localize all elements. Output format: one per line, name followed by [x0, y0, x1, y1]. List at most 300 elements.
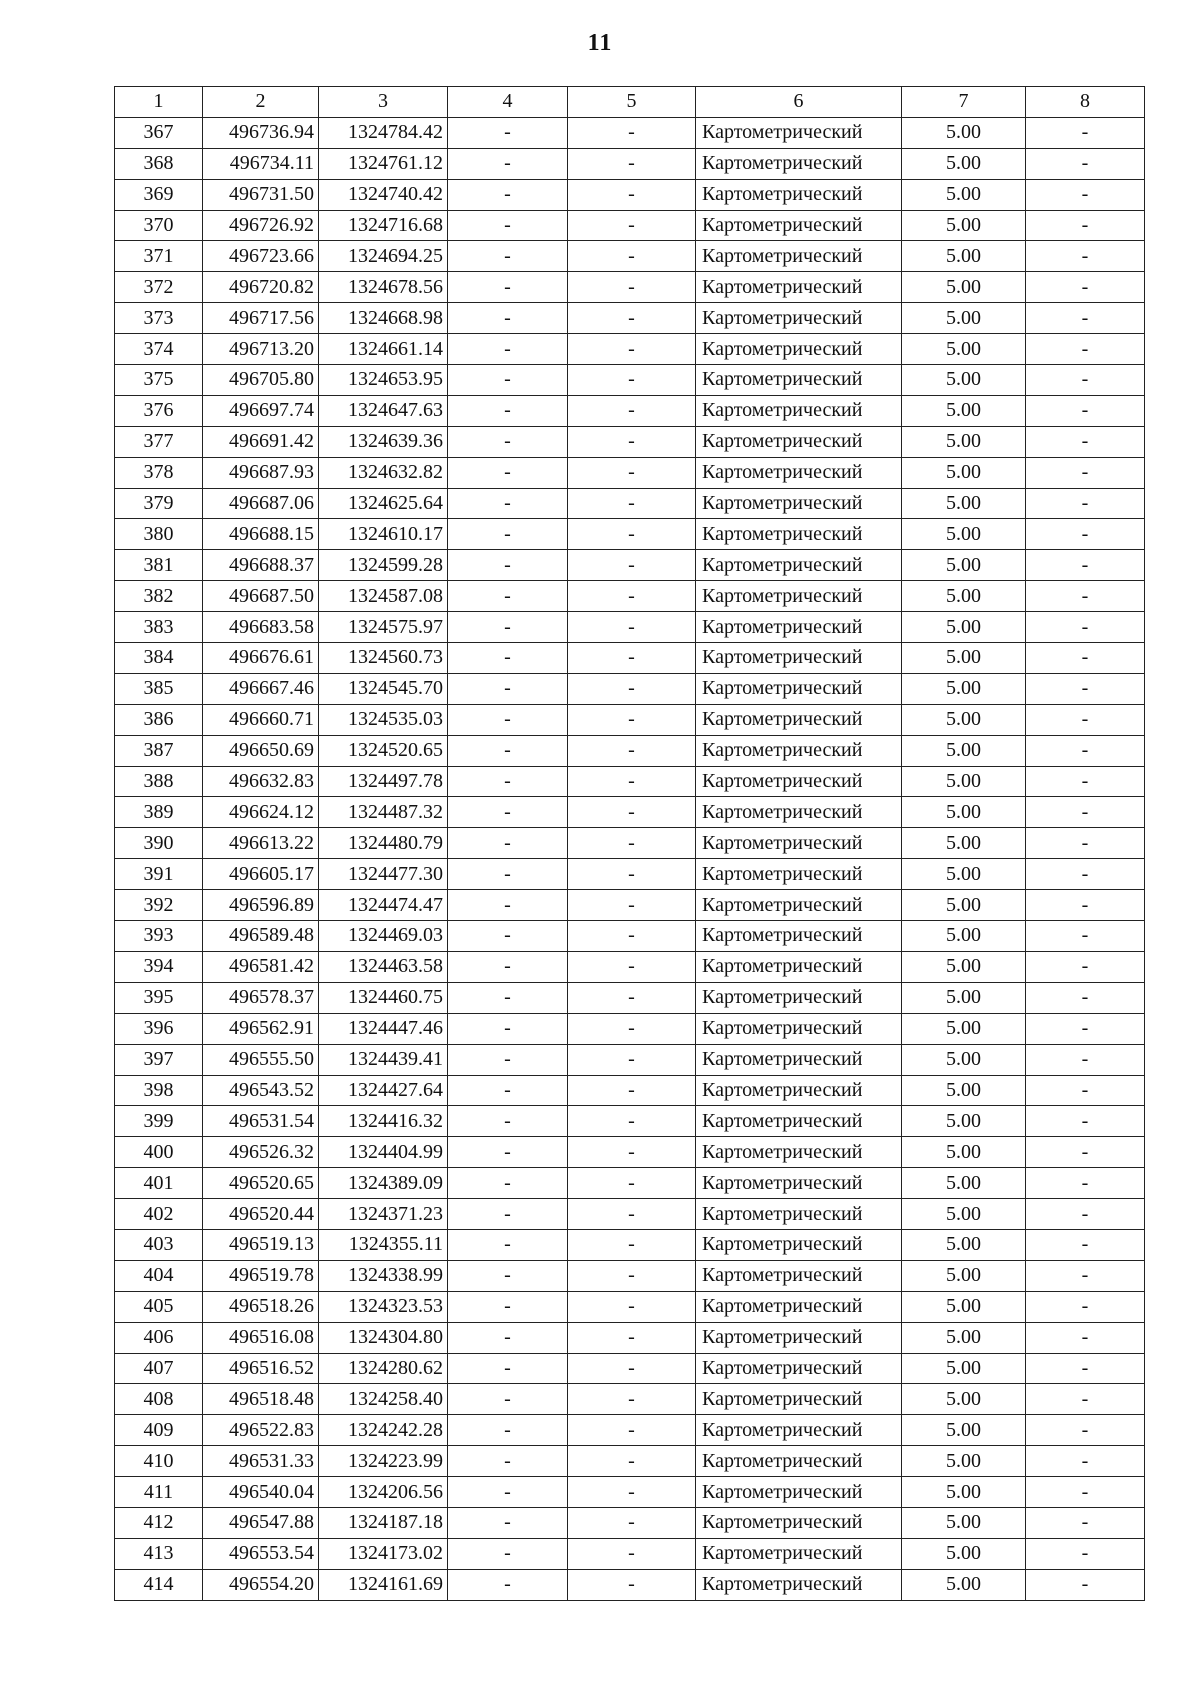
point-number-cell: 408: [115, 1384, 203, 1415]
col-4-value-cell: -: [448, 1260, 568, 1291]
y-coordinate-cell: 1324740.42: [319, 179, 448, 210]
col-4-value-cell: -: [448, 334, 568, 365]
col-5-value-cell: -: [568, 612, 696, 643]
column-header-1: 1: [115, 87, 203, 118]
x-coordinate-cell: 496526.32: [203, 1137, 319, 1168]
col-5-value-cell: -: [568, 334, 696, 365]
method-cell: Картометрический: [696, 210, 902, 241]
point-number-cell: 394: [115, 951, 203, 982]
accuracy-cell: 5.00: [902, 735, 1026, 766]
x-coordinate-cell: 496723.66: [203, 241, 319, 272]
col-5-value-cell: -: [568, 643, 696, 674]
col-8-value-cell: -: [1026, 1013, 1145, 1044]
col-8-value-cell: -: [1026, 735, 1145, 766]
col-5-value-cell: -: [568, 117, 696, 148]
x-coordinate-cell: 496531.33: [203, 1446, 319, 1477]
column-header-4: 4: [448, 87, 568, 118]
col-8-value-cell: -: [1026, 334, 1145, 365]
accuracy-cell: 5.00: [902, 148, 1026, 179]
method-cell: Картометрический: [696, 1013, 902, 1044]
accuracy-cell: 5.00: [902, 1538, 1026, 1569]
y-coordinate-cell: 1324678.56: [319, 272, 448, 303]
col-4-value-cell: -: [448, 1446, 568, 1477]
col-5-value-cell: -: [568, 673, 696, 704]
table-row: [115, 210, 1145, 241]
col-8-value-cell: -: [1026, 426, 1145, 457]
col-5-value-cell: -: [568, 303, 696, 334]
point-number-cell: 386: [115, 704, 203, 735]
point-number-cell: 367: [115, 117, 203, 148]
table-row: [115, 735, 1145, 766]
col-8-value-cell: -: [1026, 519, 1145, 550]
method-cell: Картометрический: [696, 303, 902, 334]
y-coordinate-cell: 1324610.17: [319, 519, 448, 550]
table-row: [115, 1446, 1145, 1477]
point-number-cell: 382: [115, 581, 203, 612]
accuracy-cell: 5.00: [902, 179, 1026, 210]
table-row: [115, 148, 1145, 179]
y-coordinate-cell: 1324632.82: [319, 457, 448, 488]
table-row: [115, 395, 1145, 426]
y-coordinate-cell: 1324161.69: [319, 1569, 448, 1600]
method-cell: Картометрический: [696, 395, 902, 426]
point-number-cell: 401: [115, 1168, 203, 1199]
method-cell: Картометрический: [696, 241, 902, 272]
col-5-value-cell: -: [568, 735, 696, 766]
accuracy-cell: 5.00: [902, 241, 1026, 272]
point-number-cell: 381: [115, 550, 203, 581]
accuracy-cell: 5.00: [902, 797, 1026, 828]
accuracy-cell: 5.00: [902, 982, 1026, 1013]
col-4-value-cell: -: [448, 488, 568, 519]
x-coordinate-cell: 496516.52: [203, 1353, 319, 1384]
col-5-value-cell: -: [568, 1075, 696, 1106]
x-coordinate-cell: 496531.54: [203, 1106, 319, 1137]
col-8-value-cell: -: [1026, 643, 1145, 674]
method-cell: Картометрический: [696, 1353, 902, 1384]
table-row: [115, 519, 1145, 550]
col-5-value-cell: -: [568, 581, 696, 612]
method-cell: Картометрический: [696, 1106, 902, 1137]
col-8-value-cell: -: [1026, 457, 1145, 488]
y-coordinate-cell: 1324716.68: [319, 210, 448, 241]
col-8-value-cell: -: [1026, 488, 1145, 519]
x-coordinate-cell: 496697.74: [203, 395, 319, 426]
accuracy-cell: 5.00: [902, 1137, 1026, 1168]
col-8-value-cell: -: [1026, 1353, 1145, 1384]
col-8-value-cell: -: [1026, 365, 1145, 396]
table-row: [115, 1384, 1145, 1415]
x-coordinate-cell: 496518.48: [203, 1384, 319, 1415]
method-cell: Картометрический: [696, 334, 902, 365]
y-coordinate-cell: 1324575.97: [319, 612, 448, 643]
point-number-cell: 409: [115, 1415, 203, 1446]
col-5-value-cell: -: [568, 982, 696, 1013]
accuracy-cell: 5.00: [902, 1291, 1026, 1322]
col-5-value-cell: -: [568, 179, 696, 210]
y-coordinate-cell: 1324784.42: [319, 117, 448, 148]
x-coordinate-cell: 496687.50: [203, 581, 319, 612]
col-5-value-cell: -: [568, 951, 696, 982]
col-8-value-cell: -: [1026, 828, 1145, 859]
point-number-cell: 369: [115, 179, 203, 210]
table-row: [115, 951, 1145, 982]
accuracy-cell: 5.00: [902, 1013, 1026, 1044]
method-cell: Картометрический: [696, 1477, 902, 1508]
col-5-value-cell: -: [568, 1199, 696, 1230]
col-4-value-cell: -: [448, 1507, 568, 1538]
col-4-value-cell: -: [448, 1168, 568, 1199]
y-coordinate-cell: 1324242.28: [319, 1415, 448, 1446]
col-5-value-cell: -: [568, 1013, 696, 1044]
table-row: [115, 550, 1145, 581]
col-8-value-cell: -: [1026, 1044, 1145, 1075]
x-coordinate-cell: 496667.46: [203, 673, 319, 704]
accuracy-cell: 5.00: [902, 1229, 1026, 1260]
col-5-value-cell: -: [568, 1415, 696, 1446]
method-cell: Картометрический: [696, 1075, 902, 1106]
x-coordinate-cell: 496520.44: [203, 1199, 319, 1230]
table-body: [115, 117, 1145, 1600]
table-row: [115, 1137, 1145, 1168]
col-5-value-cell: -: [568, 210, 696, 241]
point-number-cell: 384: [115, 643, 203, 674]
accuracy-cell: 5.00: [902, 550, 1026, 581]
table-row: [115, 1168, 1145, 1199]
x-coordinate-cell: 496519.78: [203, 1260, 319, 1291]
table-row: [115, 766, 1145, 797]
col-5-value-cell: -: [568, 395, 696, 426]
x-coordinate-cell: 496687.93: [203, 457, 319, 488]
y-coordinate-cell: 1324304.80: [319, 1322, 448, 1353]
x-coordinate-cell: 496578.37: [203, 982, 319, 1013]
x-coordinate-cell: 496736.94: [203, 117, 319, 148]
col-4-value-cell: -: [448, 1075, 568, 1106]
point-number-cell: 388: [115, 766, 203, 797]
col-4-value-cell: -: [448, 1106, 568, 1137]
accuracy-cell: 5.00: [902, 1322, 1026, 1353]
col-5-value-cell: -: [568, 859, 696, 890]
col-8-value-cell: -: [1026, 1446, 1145, 1477]
point-number-cell: 399: [115, 1106, 203, 1137]
table-row: [115, 704, 1145, 735]
method-cell: Картометрический: [696, 179, 902, 210]
col-8-value-cell: -: [1026, 766, 1145, 797]
table-row: [115, 673, 1145, 704]
y-coordinate-cell: 1324474.47: [319, 890, 448, 921]
x-coordinate-cell: 496726.92: [203, 210, 319, 241]
col-5-value-cell: -: [568, 1260, 696, 1291]
table-row: [115, 921, 1145, 952]
col-5-value-cell: -: [568, 550, 696, 581]
method-cell: Картометрический: [696, 1569, 902, 1600]
table-row: [115, 241, 1145, 272]
method-cell: Картометрический: [696, 766, 902, 797]
method-cell: Картометрический: [696, 1260, 902, 1291]
accuracy-cell: 5.00: [902, 951, 1026, 982]
accuracy-cell: 5.00: [902, 1507, 1026, 1538]
col-8-value-cell: -: [1026, 272, 1145, 303]
col-5-value-cell: -: [568, 828, 696, 859]
col-4-value-cell: -: [448, 1291, 568, 1322]
x-coordinate-cell: 496605.17: [203, 859, 319, 890]
point-number-cell: 374: [115, 334, 203, 365]
accuracy-cell: 5.00: [902, 488, 1026, 519]
col-5-value-cell: -: [568, 1507, 696, 1538]
point-number-cell: 380: [115, 519, 203, 550]
method-cell: Картометрический: [696, 1168, 902, 1199]
col-5-value-cell: -: [568, 797, 696, 828]
col-5-value-cell: -: [568, 519, 696, 550]
y-coordinate-cell: 1324338.99: [319, 1260, 448, 1291]
table-header: [115, 87, 1145, 118]
y-coordinate-cell: 1324668.98: [319, 303, 448, 334]
col-4-value-cell: -: [448, 1538, 568, 1569]
x-coordinate-cell: 496687.06: [203, 488, 319, 519]
col-4-value-cell: -: [448, 797, 568, 828]
coordinates-table: [114, 86, 1145, 1601]
y-coordinate-cell: 1324480.79: [319, 828, 448, 859]
col-8-value-cell: -: [1026, 179, 1145, 210]
col-8-value-cell: -: [1026, 921, 1145, 952]
y-coordinate-cell: 1324427.64: [319, 1075, 448, 1106]
point-number-cell: 413: [115, 1538, 203, 1569]
table-row: [115, 1291, 1145, 1322]
col-5-value-cell: -: [568, 1538, 696, 1569]
col-8-value-cell: -: [1026, 890, 1145, 921]
table-row: [115, 303, 1145, 334]
col-5-value-cell: -: [568, 365, 696, 396]
y-coordinate-cell: 1324477.30: [319, 859, 448, 890]
col-4-value-cell: -: [448, 117, 568, 148]
table-row: [115, 1507, 1145, 1538]
col-8-value-cell: -: [1026, 704, 1145, 735]
col-8-value-cell: -: [1026, 1291, 1145, 1322]
col-5-value-cell: -: [568, 457, 696, 488]
point-number-cell: 406: [115, 1322, 203, 1353]
y-coordinate-cell: 1324520.65: [319, 735, 448, 766]
method-cell: Картометрический: [696, 704, 902, 735]
y-coordinate-cell: 1324416.32: [319, 1106, 448, 1137]
accuracy-cell: 5.00: [902, 334, 1026, 365]
accuracy-cell: 5.00: [902, 1477, 1026, 1508]
x-coordinate-cell: 496660.71: [203, 704, 319, 735]
table-row: [115, 179, 1145, 210]
col-5-value-cell: -: [568, 1477, 696, 1508]
table-row: [115, 1075, 1145, 1106]
method-cell: Картометрический: [696, 797, 902, 828]
col-5-value-cell: -: [568, 1569, 696, 1600]
col-8-value-cell: -: [1026, 612, 1145, 643]
col-4-value-cell: -: [448, 1569, 568, 1600]
point-number-cell: 375: [115, 365, 203, 396]
point-number-cell: 385: [115, 673, 203, 704]
method-cell: Картометрический: [696, 735, 902, 766]
accuracy-cell: 5.00: [902, 210, 1026, 241]
point-number-cell: 391: [115, 859, 203, 890]
accuracy-cell: 5.00: [902, 395, 1026, 426]
col-5-value-cell: -: [568, 1291, 696, 1322]
point-number-cell: 412: [115, 1507, 203, 1538]
column-header-6: 6: [696, 87, 902, 118]
y-coordinate-cell: 1324258.40: [319, 1384, 448, 1415]
method-cell: Картометрический: [696, 488, 902, 519]
method-cell: Картометрический: [696, 1415, 902, 1446]
col-5-value-cell: -: [568, 921, 696, 952]
point-number-cell: 371: [115, 241, 203, 272]
point-number-cell: 405: [115, 1291, 203, 1322]
table-row: [115, 1229, 1145, 1260]
y-coordinate-cell: 1324647.63: [319, 395, 448, 426]
col-8-value-cell: -: [1026, 1106, 1145, 1137]
x-coordinate-cell: 496522.83: [203, 1415, 319, 1446]
accuracy-cell: 5.00: [902, 581, 1026, 612]
column-header-7: 7: [902, 87, 1026, 118]
y-coordinate-cell: 1324173.02: [319, 1538, 448, 1569]
col-8-value-cell: -: [1026, 395, 1145, 426]
method-cell: Картометрический: [696, 921, 902, 952]
column-header-8: 8: [1026, 87, 1145, 118]
table-row: [115, 581, 1145, 612]
col-4-value-cell: -: [448, 581, 568, 612]
col-4-value-cell: -: [448, 1322, 568, 1353]
col-5-value-cell: -: [568, 488, 696, 519]
table-row: [115, 1013, 1145, 1044]
y-coordinate-cell: 1324355.11: [319, 1229, 448, 1260]
col-8-value-cell: -: [1026, 1199, 1145, 1230]
y-coordinate-cell: 1324223.99: [319, 1446, 448, 1477]
accuracy-cell: 5.00: [902, 117, 1026, 148]
point-number-cell: 389: [115, 797, 203, 828]
point-number-cell: 397: [115, 1044, 203, 1075]
point-number-cell: 370: [115, 210, 203, 241]
y-coordinate-cell: 1324599.28: [319, 550, 448, 581]
method-cell: Картометрический: [696, 272, 902, 303]
x-coordinate-cell: 496519.13: [203, 1229, 319, 1260]
col-5-value-cell: -: [568, 1353, 696, 1384]
col-8-value-cell: -: [1026, 1477, 1145, 1508]
accuracy-cell: 5.00: [902, 1075, 1026, 1106]
method-cell: Картометрический: [696, 1229, 902, 1260]
method-cell: Картометрический: [696, 1384, 902, 1415]
col-4-value-cell: -: [448, 1477, 568, 1508]
col-4-value-cell: -: [448, 735, 568, 766]
table-row: [115, 488, 1145, 519]
col-8-value-cell: -: [1026, 117, 1145, 148]
point-number-cell: 379: [115, 488, 203, 519]
col-4-value-cell: -: [448, 1199, 568, 1230]
col-8-value-cell: -: [1026, 1229, 1145, 1260]
col-5-value-cell: -: [568, 272, 696, 303]
table-row: [115, 797, 1145, 828]
y-coordinate-cell: 1324560.73: [319, 643, 448, 674]
col-4-value-cell: -: [448, 210, 568, 241]
x-coordinate-cell: 496553.54: [203, 1538, 319, 1569]
col-5-value-cell: -: [568, 1384, 696, 1415]
col-5-value-cell: -: [568, 1446, 696, 1477]
method-cell: Картометрический: [696, 457, 902, 488]
point-number-cell: 407: [115, 1353, 203, 1384]
column-header-3: 3: [319, 87, 448, 118]
accuracy-cell: 5.00: [902, 921, 1026, 952]
col-8-value-cell: -: [1026, 1415, 1145, 1446]
method-cell: Картометрический: [696, 550, 902, 581]
y-coordinate-cell: 1324404.99: [319, 1137, 448, 1168]
method-cell: Картометрический: [696, 148, 902, 179]
x-coordinate-cell: 496520.65: [203, 1168, 319, 1199]
y-coordinate-cell: 1324469.03: [319, 921, 448, 952]
x-coordinate-cell: 496562.91: [203, 1013, 319, 1044]
table-row: [115, 365, 1145, 396]
method-cell: Картометрический: [696, 1199, 902, 1230]
accuracy-cell: 5.00: [902, 612, 1026, 643]
point-number-cell: 372: [115, 272, 203, 303]
y-coordinate-cell: 1324439.41: [319, 1044, 448, 1075]
table-row: [115, 334, 1145, 365]
table-row: [115, 1569, 1145, 1600]
point-number-cell: 414: [115, 1569, 203, 1600]
point-number-cell: 390: [115, 828, 203, 859]
method-cell: Картометрический: [696, 117, 902, 148]
col-4-value-cell: -: [448, 921, 568, 952]
method-cell: Картометрический: [696, 1507, 902, 1538]
accuracy-cell: 5.00: [902, 890, 1026, 921]
accuracy-cell: 5.00: [902, 1569, 1026, 1600]
method-cell: Картометрический: [696, 859, 902, 890]
table-row: [115, 1044, 1145, 1075]
y-coordinate-cell: 1324187.18: [319, 1507, 448, 1538]
accuracy-cell: 5.00: [902, 303, 1026, 334]
table-row: [115, 643, 1145, 674]
table-row: [115, 1538, 1145, 1569]
col-8-value-cell: -: [1026, 581, 1145, 612]
col-4-value-cell: -: [448, 673, 568, 704]
point-number-cell: 400: [115, 1137, 203, 1168]
accuracy-cell: 5.00: [902, 828, 1026, 859]
x-coordinate-cell: 496554.20: [203, 1569, 319, 1600]
col-4-value-cell: -: [448, 426, 568, 457]
col-4-value-cell: -: [448, 457, 568, 488]
col-8-value-cell: -: [1026, 982, 1145, 1013]
method-cell: Картометрический: [696, 1538, 902, 1569]
method-cell: Картометрический: [696, 951, 902, 982]
method-cell: Картометрический: [696, 1291, 902, 1322]
point-number-cell: 402: [115, 1199, 203, 1230]
col-4-value-cell: -: [448, 365, 568, 396]
col-8-value-cell: -: [1026, 859, 1145, 890]
col-5-value-cell: -: [568, 148, 696, 179]
method-cell: Картометрический: [696, 673, 902, 704]
col-4-value-cell: -: [448, 1137, 568, 1168]
col-4-value-cell: -: [448, 1384, 568, 1415]
col-4-value-cell: -: [448, 982, 568, 1013]
col-5-value-cell: -: [568, 1137, 696, 1168]
table-row: [115, 890, 1145, 921]
table-row: [115, 1199, 1145, 1230]
accuracy-cell: 5.00: [902, 272, 1026, 303]
y-coordinate-cell: 1324639.36: [319, 426, 448, 457]
y-coordinate-cell: 1324463.58: [319, 951, 448, 982]
y-coordinate-cell: 1324761.12: [319, 148, 448, 179]
y-coordinate-cell: 1324587.08: [319, 581, 448, 612]
point-number-cell: 410: [115, 1446, 203, 1477]
accuracy-cell: 5.00: [902, 1044, 1026, 1075]
col-8-value-cell: -: [1026, 1260, 1145, 1291]
col-4-value-cell: -: [448, 1013, 568, 1044]
point-number-cell: 395: [115, 982, 203, 1013]
accuracy-cell: 5.00: [902, 1353, 1026, 1384]
x-coordinate-cell: 496691.42: [203, 426, 319, 457]
